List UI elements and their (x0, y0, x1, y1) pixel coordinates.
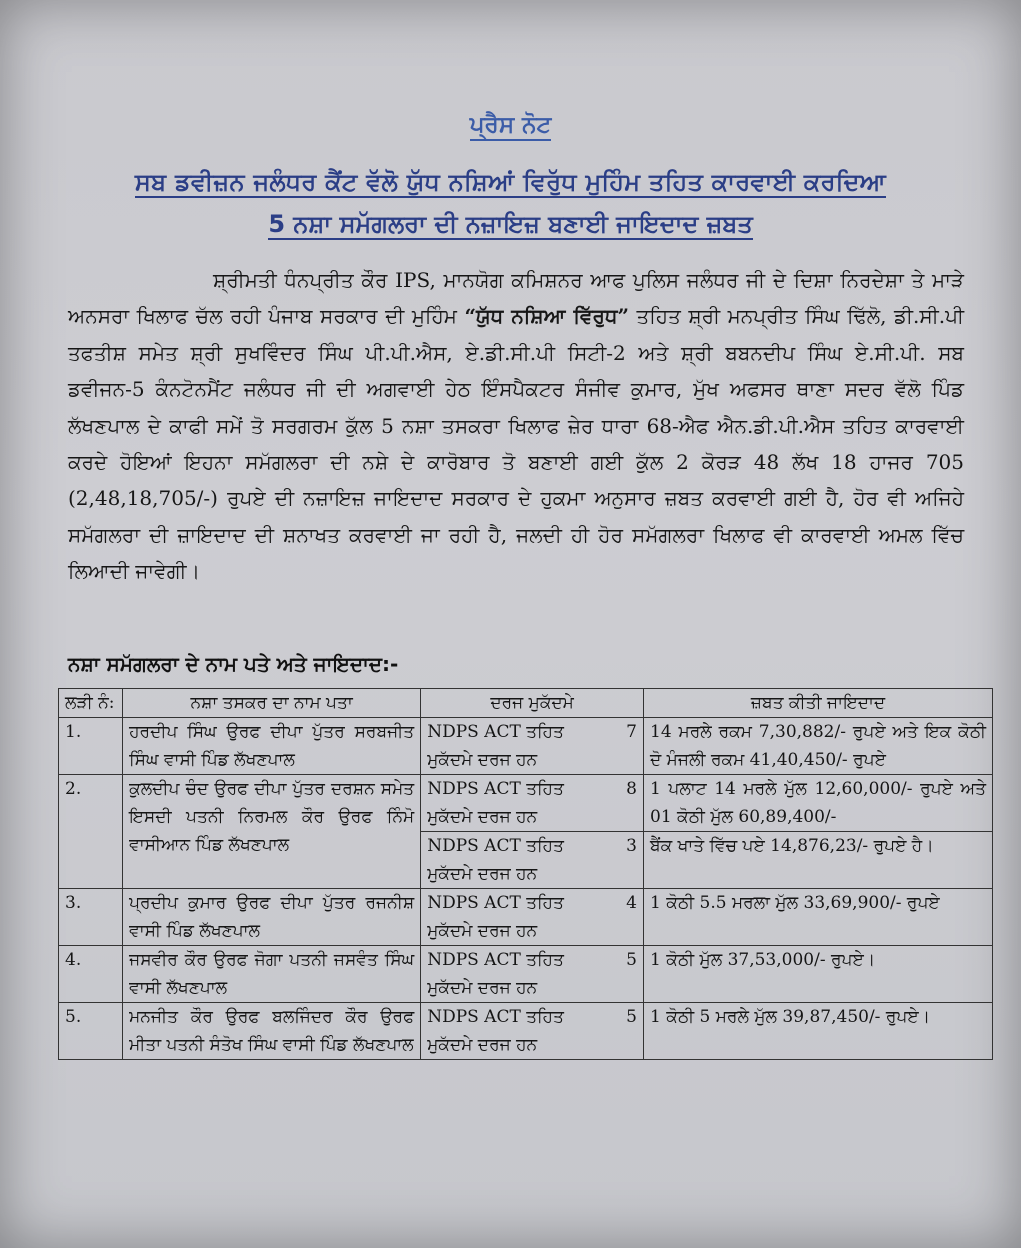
header-sr: ਲੜੀ ਨੰ: (59, 689, 123, 718)
row-sr: 2. (59, 775, 123, 889)
row-property: 14 ਮਰਲੇ ਰਕਮ 7,30,882/- ਰੁਪਏ ਅਤੇ ਇਕ ਕੋਠੀ ਦੋ ਮੰਜਲੀ ਰਕਮ 41,40,450/- ਰੁਪਏ (644, 718, 993, 775)
case-suffix: ਮੁਕੱਦਮੇ ਦਰਜ ਹਨ (427, 807, 538, 827)
table-row (59, 775, 993, 832)
seized-property-table (58, 688, 993, 1060)
title-line-1: ਸਬ ਡਵੀਜ਼ਨ ਜਲੰਧਰ ਕੈਂਟ ਵੱਲੋ ਯੁੱਧ ਨਸ਼ਿਆਂ ਵਿਰੁੱਧ ਮੁਹਿੰਮ ਤਹਿਤ ਕਾਰਵਾਈ ਕਰਦਿਆ (134, 168, 887, 196)
row-sr: 5. (59, 1003, 123, 1060)
header-property: ਜ਼ਬਤ ਕੀਤੀ ਜਾਇਦਾਦ (644, 689, 993, 718)
row-name: ਪ੍ਰਦੀਪ ਕੁਮਾਰ ਉਰਫ ਦੀਪਾ ਪੁੱਤਰ ਰਜਨੀਸ਼ ਵਾਸੀ ਪਿੰਡ ਲੱਖਣਪਾਲ (123, 889, 421, 946)
body-part-1: ਸ਼੍ਰੀਮਤੀ ਧੰਨਪ੍ਰੀਤ ਕੌਰ IPS, ਮਾਨਯੋਗ ਕਮਿਸ਼ਨਰ ਆਫ ਪੁਲਿਸ ਜਲੰਧਰ ਜੀ ਦੇ ਦਿਸ਼ਾ ਨਿਰਦੇਸ਼ਾ ਤੇ ਮਾੜੇ ਅਨਸਰਾ ਖਿਲਾਫ ਚੱਲ ਰਹੀ ਪੰਜਾਬ ਸਰਕਾਰ ਦੀ ਮੁਹਿੰਮ (68, 268, 964, 329)
case-count: 7 (626, 722, 637, 742)
row-cases (421, 718, 644, 775)
press-note-label: ਪ੍ਰੈਸ ਨੋਟ (0, 112, 1021, 138)
row-property: 1 ਪਲਾਟ 14 ਮਰਲੇ ਮੁੱਲ 12,60,000/- ਰੁਪਏ ਅਤੇ 01 ਕੋਠੀ ਮੁੱਲ 60,89,400/- (644, 775, 993, 832)
case-suffix: ਮੁਕੱਦਮੇ ਦਰਜ ਹਨ (427, 750, 538, 770)
section-heading: ਨਸ਼ਾ ਸਮੱਗਲਰਾ ਦੇ ਨਾਮ ਪਤੇ ਅਤੇ ਜਾਇਦਾਦ:- (68, 652, 399, 676)
row-cases (421, 1003, 644, 1060)
table-row (59, 718, 993, 775)
row-name: ਕੁਲਦੀਪ ਚੰਦ ਉਰਫ ਦੀਪਾ ਪੁੱਤਰ ਦਰਸ਼ਨ ਸਮੇਤ ਇਸਦੀ ਪਤਨੀ ਨਿਰਮਲ ਕੌਰ ਉਰਫ ਨਿੰਮੋ ਵਾਸੀਆਨ ਪਿੰਡ ਲੱਖਣਪਾਲ (123, 775, 421, 889)
case-prefix: NDPS ACT ਤਹਿਤ (427, 1007, 564, 1027)
header-name: ਨਸ਼ਾ ਤਸਕਰ ਦਾ ਨਾਮ ਪਤਾ (123, 689, 421, 718)
case-prefix: NDPS ACT ਤਹਿਤ (427, 836, 564, 856)
case-suffix: ਮੁਕੱਦਮੇ ਦਰਜ ਹਨ (427, 864, 538, 884)
table-row (59, 1003, 993, 1060)
row-name: ਮਨਜੀਤ ਕੌਰ ਉਰਫ ਬਲਜਿੰਦਰ ਕੌਰ ਉਰਫ ਮੀਤਾ ਪਤਨੀ ਸੰਤੋਖ ਸਿੰਘ ਵਾਸੀ ਪਿੰਡ ਲੱਖਣਪਾਲ (123, 1003, 421, 1060)
table-header-row (59, 689, 993, 718)
table-row (59, 946, 993, 1003)
case-count: 5 (626, 1007, 637, 1027)
row-property: 1 ਕੋਠੀ 5.5 ਮਰਲਾ ਮੁੱਲ 33,69,900/- ਰੁਪਏ (644, 889, 993, 946)
case-prefix: NDPS ACT ਤਹਿਤ (427, 722, 564, 742)
table-row (59, 889, 993, 946)
case-prefix: NDPS ACT ਤਹਿਤ (427, 893, 564, 913)
title-line-2: 5 ਨਸ਼ਾ ਸਮੱਗਲਰਾ ਦੀ ਨਜ਼ਾਇਜ਼ ਬਣਾਈ ਜਾਇਦਾਦ ਜ਼ਬਤ (268, 210, 753, 238)
case-count: 8 (626, 779, 637, 799)
row-cases (421, 775, 644, 832)
case-prefix: NDPS ACT ਤਹਿਤ (427, 950, 564, 970)
row-sr: 3. (59, 889, 123, 946)
header-cases: ਦਰਜ ਮੁਕੱਦਮੇ (421, 689, 644, 718)
row-sr: 4. (59, 946, 123, 1003)
body-part-2: ਤਹਿਤ ਸ਼੍ਰੀ ਮਨਪ੍ਰੀਤ ਸਿੰਘ ਢਿੱਲੋ, ਡੀ.ਸੀ.ਪੀ ਤਫਤੀਸ਼ ਸਮੇਤ ਸ਼੍ਰੀ ਸੁਖਵਿੰਦਰ ਸਿੰਘ ਪੀ.ਪੀ.ਐਸ, ਏ.ਡੀ.ਸੀ.ਪੀ ਸਿਟੀ-2 ਅਤੇ ਸ਼੍ਰੀ ਬਬਨਦੀਪ ਸਿੰਘ ਏ.ਸੀ.ਪੀ. ਸਬ ਡਵੀਜਨ-5 ਕੰਨਟੋਨਮੈਂਟ ਜਲੰਧਰ ਜੀ ਦੀ ਅਗਵਾਈ ਹੇਠ ਇੰਸਪੈਕਟਰ ਸੰਜੀਵ ਕੁਮਾਰ, ਮੁੱਖ ਅਫਸਰ ਥਾਣਾ ਸਦਰ ਵੱਲੋ ਪਿੰਡ ਲੱਖਣਪਾਲ ਦੇ ਕਾਫੀ ਸਮੇਂ ਤੋ ਸਰਗਰਮ ਕੁੱਲ 5 ਨਸ਼ਾ ਤਸਕਰਾ ਖਿਲਾਫ ਜ਼ੇਰ ਧਾਰਾ 68-ਐਫ ਐਨ.ਡੀ.ਪੀ.ਐਸ ਤਹਿਤ ਕਾਰਵਾਈ ਕਰਦੇ ਹੋਇਆਂ ਇਹਨਾ ਸਮੱਗਲਰਾ ਦੀ ਨਸ਼ੇ ਦੇ ਕਾਰੋਬਾਰ ਤੋ ਬਣਾਈ ਗਈ ਕੁੱਲ 2 ਕੋਰੜ 48 ਲੱਖ 18 ਹਾਜਰ 705 (2,48,18,705/-) ਰੁਪਏ ਦੀ ਨਜ਼ਾਇਜ਼ ਜਾਇਦਾਦ ਸਰਕਾਰ ਦੇ ਹੁਕਮਾ ਅਨੁਸਾਰ ਜ਼ਬਤ ਕਰਵਾਈ ਗਈ ਹੈ, ਹੋਰ ਵੀ ਅਜਿਹੇ ਸਮੱਗਲਰਾ ਦੀ ਜ਼ਾਇਦਾਦ ਦੀ ਸ਼ਨਾਖਤ ਕਰਵਾਈ ਜਾ ਰਹੀ ਹੈ, ਜਲਦੀ ਹੀ ਹੋਰ ਸਮੱਗਲਰਾ ਖਿਲਾਫ ਵੀ ਕਾਰਵਾਈ ਅਮਲ ਵਿੱਚ ਲਿਆਦੀ ਜਾਵੇਗੀ। (68, 304, 965, 584)
row-sr: 1. (59, 718, 123, 775)
campaign-name: “ਯੁੱਧ ਨਸ਼ਿਆ ਵਿੱਰੁਧ” (464, 304, 629, 329)
case-prefix: NDPS ACT ਤਹਿਤ (427, 779, 564, 799)
case-suffix: ਮੁਕੱਦਮੇ ਦਰਜ ਹਨ (427, 978, 538, 998)
case-count: 4 (626, 893, 637, 913)
row-name: ਹਰਦੀਪ ਸਿੰਘ ਉਰਫ ਦੀਪਾ ਪੁੱਤਰ ਸਰਬਜੀਤ ਸਿੰਘ ਵਾਸੀ ਪਿੰਡ ਲੱਖਣਪਾਲ (123, 718, 421, 775)
row-property: 1 ਕੋਠੀ ਮੁੱਲ 37,53,000/- ਰੁਪਏ। (644, 946, 993, 1003)
row-property: 1 ਕੋਠੀ 5 ਮਰਲੇ ਮੁੱਲ 39,87,450/- ਰੁਪਏ। (644, 1003, 993, 1060)
case-suffix: ਮੁਕੱਦਮੇ ਦਰਜ ਹਨ (427, 921, 538, 941)
case-count: 5 (626, 950, 637, 970)
row-property: ਬੈਂਕ ਖਾਤੇ ਵਿੱਚ ਪਏ 14,876,23/- ਰੁਪਏ ਹੈ। (644, 832, 993, 889)
row-cases (421, 889, 644, 946)
case-suffix: ਮੁਕੱਦਮੇ ਦਰਜ ਹਨ (427, 1035, 538, 1055)
row-name: ਜਸਵੀਰ ਕੌਰ ਉਰਫ ਜੋਗਾ ਪਤਨੀ ਜਸਵੰਤ ਸਿੰਘ ਵਾਸੀ ਲੱਖਣਪਾਲ (123, 946, 421, 1003)
row-cases (421, 832, 644, 889)
case-count: 3 (626, 836, 637, 856)
row-cases (421, 946, 644, 1003)
body-paragraph (68, 262, 964, 590)
